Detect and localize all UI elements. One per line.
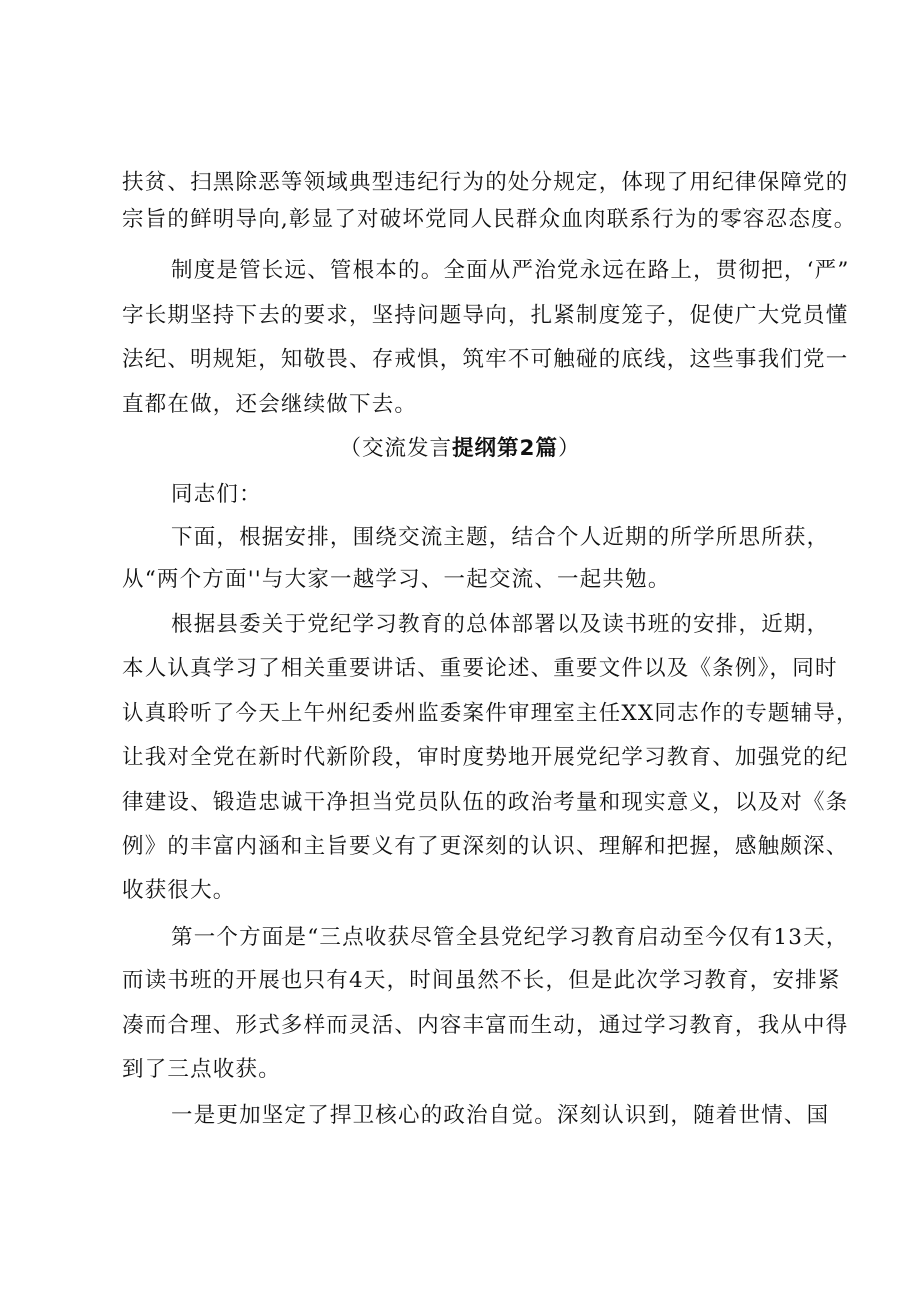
paragraph-line: 直都在做，还会继续做下去。 [122,392,418,417]
paragraph-line: 法纪、明规矩，知敬畏、存戒惧，筑牢不可触碰的底线，这些事我们党一 [122,347,849,372]
paragraph-line: 认真聆听了今天上午州纪委州监委案件审理室主任XX同志作的专题辅导， [122,701,859,726]
paragraph-line: 制度是管长远、管根本的。全面从严治党永远在路上，贯彻把，‘严” [171,258,850,283]
greeting-line: 同志们： [171,482,262,507]
section-heading [0,434,920,464]
paragraph-line: 而读书班的开展也只有4天，时间虽然不长，但是此次学习教育，安排紧 [122,968,841,993]
heading-suffix: ） [557,436,581,461]
paragraph-line: 收获很大。 [122,878,236,903]
paragraph-line: 凑而合理、形式多样而灵活、内容丰富而生动，通过学习教育，我从中得 [122,1013,849,1038]
paragraph-line: 本人认真学习了相关重要讲话、重要论述、重要文件以及《条例》，同时 [122,656,838,681]
paragraph-line: 宗旨的鲜明导向,彰显了对破坏党同人民群众血肉联系行为的零容忍态度。 [122,207,857,232]
paragraph-line: 根据县委关于党纪学习教育的总体部署以及读书班的安排，近期， [171,612,830,637]
paragraph-line: 从“两个方面''与大家一越学习、一起交流、一起共勉。 [122,567,671,592]
paragraph-line: 下面，根据安排，围绕交流主题，结合个人近期的所学所思所获， [171,525,830,550]
paragraph-line: 扶贫、扫黑除恶等领域典型违纪行为的处分规定，体现了用纪律保障党的 [122,170,849,195]
paragraph-line: 字长期坚持下去的要求，坚持问题导向，扎紧制度笼子，促使广大党员懂 [122,303,849,328]
paragraph-line: 第一个方面是“三点收获尽管全县党纪学习教育启动至今仅有13天， [171,925,849,950]
paragraph-line: 律建设、锻造忠诚干净担当党员队伍的政治考量和现实意义，以及对《条 [122,790,849,815]
paragraph-line: 例》的丰富内涵和主旨要义有了更深刻的认识、理解和把握，感触颇深、 [122,834,849,859]
paragraph-line: 到了三点收获。 [122,1057,281,1082]
paragraph-line: 让我对全党在新时代新阶段，审时度势地开展党纪学习教育、加强党的纪 [122,745,849,770]
heading-title: 提纲第2篇 [452,436,558,461]
paragraph-line: 一是更加坚定了捍卫核心的政治自觉。深刻认识到，随着世情、国 [171,1103,830,1128]
heading-prefix: （交流发言 [339,436,453,461]
